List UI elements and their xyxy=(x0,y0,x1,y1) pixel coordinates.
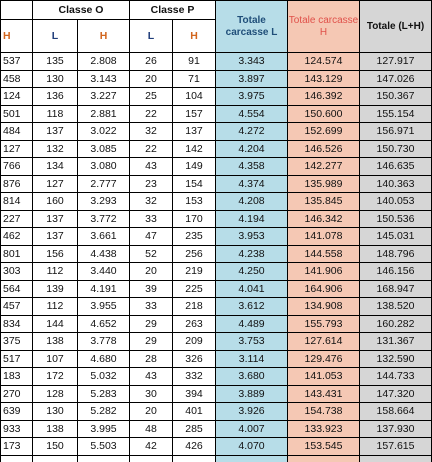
totale-h-cell[interactable]: 143.431 xyxy=(288,385,360,403)
classe-p-h-cell[interactable]: 401 xyxy=(173,403,216,421)
totale-h-cell[interactable]: 142.277 xyxy=(288,158,360,176)
totale-lh-cell[interactable]: 144.733 xyxy=(360,368,432,386)
classe-o-h-cell[interactable]: 3.227 xyxy=(78,88,130,106)
totale-lh-header: Totale (L+H) xyxy=(360,1,432,53)
classe-o-h-cell[interactable]: 3.995 xyxy=(78,420,130,438)
classe-o-l-cell[interactable]: 160 xyxy=(33,193,78,211)
cut-h-cell[interactable]: 462 xyxy=(1,228,33,246)
cut-h-cell[interactable]: 270 xyxy=(1,385,33,403)
totale-h-cell[interactable]: 129.476 xyxy=(288,350,360,368)
classe-p-h-cell[interactable]: 235 xyxy=(173,228,216,246)
table-row xyxy=(1,105,432,123)
table-row xyxy=(1,175,432,193)
totale-lh-cell[interactable]: 160.282 xyxy=(360,315,432,333)
table-row xyxy=(1,298,432,316)
table-row xyxy=(1,158,432,176)
totale-lh-cell[interactable]: 147.320 xyxy=(360,385,432,403)
classe-p-l-cell[interactable]: 47 xyxy=(130,228,173,246)
cut-h-cell[interactable]: 484 xyxy=(1,123,33,141)
classe-p-h-cell[interactable]: 71 xyxy=(173,70,216,88)
classe-p-l-cell[interactable]: 32 xyxy=(130,123,173,141)
classe-p-l-subheader: L xyxy=(130,20,173,53)
table-row xyxy=(1,140,432,158)
table-row xyxy=(1,403,432,421)
totale-lh-cell[interactable]: 138.520 xyxy=(360,298,432,316)
totale-l-cell[interactable]: 3.680 xyxy=(216,368,288,386)
totale-l-cell[interactable]: 3.953 xyxy=(216,228,288,246)
totale-lh-cell[interactable]: 150.367 xyxy=(360,88,432,106)
totale-l-cell[interactable]: 3.975 xyxy=(216,88,288,106)
cut-h-cell[interactable]: 501 xyxy=(1,105,33,123)
classe-p-h-cell[interactable]: 209 xyxy=(173,333,216,351)
classe-p-l-cell[interactable]: 20 xyxy=(130,70,173,88)
cut-h-cell[interactable]: 375 xyxy=(1,333,33,351)
classe-o-l-cell[interactable]: 144 xyxy=(33,315,78,333)
totale-h-cell[interactable]: 134.908 xyxy=(288,298,360,316)
classe-o-l-cell[interactable]: 128 xyxy=(33,385,78,403)
classe-o-h-cell[interactable]: 3.085 xyxy=(78,140,130,158)
table-row-partial xyxy=(1,455,432,462)
totale-lh-cell[interactable]: 145.031 xyxy=(360,228,432,246)
classe-p-l-cell[interactable]: 32 xyxy=(130,193,173,211)
classe-o-h-cell[interactable]: 5.282 xyxy=(78,403,130,421)
totale-h-cell[interactable]: 141.906 xyxy=(288,263,360,281)
totale-h-cell[interactable]: 154.738 xyxy=(288,403,360,421)
totale-h-cell[interactable]: 141.078 xyxy=(288,228,360,246)
classe-o-h-cell[interactable]: 2.808 xyxy=(78,53,130,71)
totale-h-cell[interactable]: 135.845 xyxy=(288,193,360,211)
classe-p-h-cell[interactable]: 285 xyxy=(173,420,216,438)
totale-l-cell[interactable]: 3.889 xyxy=(216,385,288,403)
totale-l-cell[interactable]: 3.897 xyxy=(216,70,288,88)
totale-h-cell[interactable]: 124.574 xyxy=(288,53,360,71)
classe-o-h-cell[interactable]: 5.283 xyxy=(78,385,130,403)
classe-o-l-cell[interactable]: 130 xyxy=(33,70,78,88)
classe-o-l-cell[interactable]: 138 xyxy=(33,420,78,438)
classe-p-h-cell[interactable]: 394 xyxy=(173,385,216,403)
classe-o-l-cell[interactable]: 137 xyxy=(33,123,78,141)
classe-p-h-cell[interactable]: 256 xyxy=(173,245,216,263)
totale-h-cell[interactable]: 146.526 xyxy=(288,140,360,158)
totale-l-cell[interactable]: 4.007 xyxy=(216,420,288,438)
classe-o-h-subheader: H xyxy=(78,20,130,53)
classe-o-h-cell[interactable]: 4.191 xyxy=(78,280,130,298)
classe-p-l-cell[interactable]: 28 xyxy=(130,350,173,368)
classe-o-l-cell[interactable]: 139 xyxy=(33,280,78,298)
totale-lh-cell[interactable]: 131.367 xyxy=(360,333,432,351)
classe-o-l-subheader: L xyxy=(33,20,78,53)
empty-cell xyxy=(33,455,78,462)
cut-h-cell[interactable]: 564 xyxy=(1,280,33,298)
classe-o-header: Classe O xyxy=(33,1,130,20)
classe-o-l-cell[interactable]: 112 xyxy=(33,298,78,316)
classe-o-h-cell[interactable]: 4.680 xyxy=(78,350,130,368)
totale-lh-cell[interactable]: 140.363 xyxy=(360,175,432,193)
classe-p-h-cell[interactable]: 157 xyxy=(173,105,216,123)
classe-o-l-cell[interactable]: 127 xyxy=(33,175,78,193)
table-row xyxy=(1,368,432,386)
classe-p-h-subheader: H xyxy=(173,20,216,53)
classe-p-l-cell[interactable]: 39 xyxy=(130,280,173,298)
cut-h-cell[interactable]: 814 xyxy=(1,193,33,211)
cut-h-cell[interactable]: 537 xyxy=(1,53,33,71)
totale-l-cell[interactable]: 3.926 xyxy=(216,403,288,421)
totale-lh-cell[interactable]: 157.615 xyxy=(360,438,432,456)
classe-p-h-cell[interactable]: 218 xyxy=(173,298,216,316)
classe-o-h-cell[interactable]: 3.022 xyxy=(78,123,130,141)
totale-lh-cell[interactable]: 148.796 xyxy=(360,245,432,263)
classe-o-l-cell[interactable]: 107 xyxy=(33,350,78,368)
cut-h-cell[interactable]: 303 xyxy=(1,263,33,281)
table-row xyxy=(1,385,432,403)
classe-o-l-cell[interactable]: 136 xyxy=(33,88,78,106)
classe-o-l-cell[interactable]: 134 xyxy=(33,158,78,176)
classe-p-h-cell[interactable]: 142 xyxy=(173,140,216,158)
totale-h-cell[interactable]: 150.600 xyxy=(288,105,360,123)
empty-cell xyxy=(216,455,288,462)
totale-h-cell[interactable]: 135.989 xyxy=(288,175,360,193)
classe-p-l-cell[interactable]: 23 xyxy=(130,175,173,193)
table-row xyxy=(1,228,432,246)
cut-h-cell[interactable]: 458 xyxy=(1,70,33,88)
table-row xyxy=(1,53,432,71)
empty-cell xyxy=(130,455,173,462)
totale-l-cell[interactable]: 3.114 xyxy=(216,350,288,368)
classe-o-h-cell[interactable]: 4.438 xyxy=(78,245,130,263)
classe-o-h-cell[interactable]: 3.772 xyxy=(78,210,130,228)
totale-lh-cell[interactable]: 132.590 xyxy=(360,350,432,368)
table-row xyxy=(1,70,432,88)
classe-o-h-cell[interactable]: 3.143 xyxy=(78,70,130,88)
classe-o-l-cell[interactable]: 137 xyxy=(33,210,78,228)
totale-carcasse-l-header: Totale carcasse L xyxy=(216,1,288,53)
totale-l-cell[interactable]: 4.238 xyxy=(216,245,288,263)
table-row xyxy=(1,280,432,298)
classe-o-h-cell[interactable]: 2.777 xyxy=(78,175,130,193)
table-row xyxy=(1,315,432,333)
totale-lh-cell[interactable]: 147.026 xyxy=(360,70,432,88)
table-row xyxy=(1,123,432,141)
empty-cell xyxy=(173,455,216,462)
totale-l-cell[interactable]: 4.194 xyxy=(216,210,288,228)
classe-p-l-cell[interactable]: 33 xyxy=(130,210,173,228)
totale-l-cell[interactable]: 3.612 xyxy=(216,298,288,316)
classe-p-h-cell[interactable]: 225 xyxy=(173,280,216,298)
classe-p-h-cell[interactable]: 154 xyxy=(173,175,216,193)
cut-h-cell[interactable]: 517 xyxy=(1,350,33,368)
classe-p-l-cell[interactable]: 43 xyxy=(130,368,173,386)
group-header-row xyxy=(1,1,432,20)
classe-o-l-cell[interactable]: 135 xyxy=(33,53,78,71)
classe-p-h-cell[interactable]: 219 xyxy=(173,263,216,281)
classe-o-l-cell[interactable]: 132 xyxy=(33,140,78,158)
cut-h-cell[interactable]: 227 xyxy=(1,210,33,228)
classe-p-h-cell[interactable]: 263 xyxy=(173,315,216,333)
totale-l-cell[interactable]: 4.272 xyxy=(216,123,288,141)
totale-lh-cell[interactable]: 137.930 xyxy=(360,420,432,438)
classe-o-h-cell[interactable]: 5.503 xyxy=(78,438,130,456)
cut-h-cell[interactable]: 457 xyxy=(1,298,33,316)
totale-lh-cell[interactable]: 140.053 xyxy=(360,193,432,211)
classe-p-h-cell[interactable]: 332 xyxy=(173,368,216,386)
classe-o-h-cell[interactable]: 3.080 xyxy=(78,158,130,176)
totale-h-cell[interactable]: 144.558 xyxy=(288,245,360,263)
classe-o-h-cell[interactable]: 4.652 xyxy=(78,315,130,333)
cut-h-cell[interactable]: 183 xyxy=(1,368,33,386)
classe-o-l-cell[interactable]: 130 xyxy=(33,403,78,421)
totale-h-cell[interactable]: 141.053 xyxy=(288,368,360,386)
classe-p-l-cell[interactable]: 22 xyxy=(130,105,173,123)
table-row xyxy=(1,350,432,368)
totale-l-cell[interactable]: 4.358 xyxy=(216,158,288,176)
classe-p-l-cell[interactable]: 26 xyxy=(130,53,173,71)
totale-lh-cell[interactable]: 168.947 xyxy=(360,280,432,298)
table-row xyxy=(1,263,432,281)
classe-o-l-cell[interactable]: 150 xyxy=(33,438,78,456)
totale-lh-cell[interactable]: 155.154 xyxy=(360,105,432,123)
totale-h-cell[interactable]: 133.923 xyxy=(288,420,360,438)
totale-l-cell[interactable]: 4.489 xyxy=(216,315,288,333)
cut-h-cell[interactable]: 124 xyxy=(1,88,33,106)
empty-cell xyxy=(78,455,130,462)
classe-p-l-cell[interactable]: 25 xyxy=(130,88,173,106)
totale-h-cell[interactable]: 143.129 xyxy=(288,70,360,88)
classe-o-h-cell[interactable]: 3.778 xyxy=(78,333,130,351)
totale-l-cell[interactable]: 4.208 xyxy=(216,193,288,211)
cut-h-cell[interactable]: 933 xyxy=(1,420,33,438)
classe-o-l-cell[interactable]: 118 xyxy=(33,105,78,123)
classe-p-l-cell[interactable]: 22 xyxy=(130,140,173,158)
classe-o-h-cell[interactable]: 2.881 xyxy=(78,105,130,123)
classe-p-l-cell[interactable]: 43 xyxy=(130,158,173,176)
classe-p-l-cell[interactable]: 30 xyxy=(130,385,173,403)
classe-p-l-cell[interactable]: 42 xyxy=(130,438,173,456)
cut-h-cell[interactable]: 876 xyxy=(1,175,33,193)
table-row xyxy=(1,438,432,456)
classe-o-h-cell[interactable]: 3.661 xyxy=(78,228,130,246)
classe-o-l-cell[interactable]: 138 xyxy=(33,333,78,351)
classe-p-h-cell[interactable]: 326 xyxy=(173,350,216,368)
totale-h-cell[interactable]: 146.342 xyxy=(288,210,360,228)
cut-h-subheader: H xyxy=(1,20,33,53)
totale-lh-cell[interactable]: 156.971 xyxy=(360,123,432,141)
table-row xyxy=(1,210,432,228)
totale-l-cell[interactable]: 3.753 xyxy=(216,333,288,351)
totale-lh-cell[interactable]: 127.917 xyxy=(360,53,432,71)
classe-o-h-cell[interactable]: 3.293 xyxy=(78,193,130,211)
totale-carcasse-h-header: Totale carcasse H xyxy=(288,1,360,53)
totale-l-cell[interactable]: 4.554 xyxy=(216,105,288,123)
totale-lh-cell[interactable]: 158.664 xyxy=(360,403,432,421)
cut-h-cell[interactable]: 766 xyxy=(1,158,33,176)
cut-h-cell[interactable]: 127 xyxy=(1,140,33,158)
empty-cell xyxy=(1,455,33,462)
classe-p-h-cell[interactable]: 170 xyxy=(173,210,216,228)
classe-p-l-cell[interactable]: 29 xyxy=(130,315,173,333)
classe-p-l-cell[interactable]: 52 xyxy=(130,245,173,263)
classe-o-l-cell[interactable]: 156 xyxy=(33,245,78,263)
classe-o-l-cell[interactable]: 137 xyxy=(33,228,78,246)
classe-o-h-cell[interactable]: 5.032 xyxy=(78,368,130,386)
cut-group-header xyxy=(1,1,33,20)
totale-h-cell[interactable]: 146.392 xyxy=(288,88,360,106)
cut-h-cell[interactable]: 801 xyxy=(1,245,33,263)
classe-p-h-cell[interactable]: 426 xyxy=(173,438,216,456)
table-row xyxy=(1,193,432,211)
cut-h-cell[interactable]: 173 xyxy=(1,438,33,456)
totale-h-cell[interactable]: 152.699 xyxy=(288,123,360,141)
classe-p-h-cell[interactable]: 137 xyxy=(173,123,216,141)
totale-h-cell[interactable]: 155.793 xyxy=(288,315,360,333)
cut-h-cell[interactable]: 639 xyxy=(1,403,33,421)
classe-o-l-cell[interactable]: 112 xyxy=(33,263,78,281)
classe-p-l-cell[interactable]: 48 xyxy=(130,420,173,438)
totale-l-cell[interactable]: 4.041 xyxy=(216,280,288,298)
classe-p-h-cell[interactable]: 153 xyxy=(173,193,216,211)
cut-h-cell[interactable]: 834 xyxy=(1,315,33,333)
classe-o-h-cell[interactable]: 3.440 xyxy=(78,263,130,281)
classe-p-h-cell[interactable]: 104 xyxy=(173,88,216,106)
classe-p-l-cell[interactable]: 33 xyxy=(130,298,173,316)
totale-l-cell[interactable]: 3.343 xyxy=(216,53,288,71)
classe-p-h-cell[interactable]: 91 xyxy=(173,53,216,71)
totale-lh-cell[interactable]: 146.156 xyxy=(360,263,432,281)
totale-h-cell[interactable]: 127.614 xyxy=(288,333,360,351)
totale-lh-cell[interactable]: 150.536 xyxy=(360,210,432,228)
empty-cell xyxy=(288,455,360,462)
classe-o-h-cell[interactable]: 3.955 xyxy=(78,298,130,316)
totale-h-cell[interactable]: 164.906 xyxy=(288,280,360,298)
classe-p-l-cell[interactable]: 29 xyxy=(130,333,173,351)
classe-o-l-cell[interactable]: 172 xyxy=(33,368,78,386)
table-row xyxy=(1,333,432,351)
classe-p-l-cell[interactable]: 20 xyxy=(130,403,173,421)
totale-l-cell[interactable]: 4.374 xyxy=(216,175,288,193)
totale-l-cell[interactable]: 4.204 xyxy=(216,140,288,158)
totale-lh-cell[interactable]: 146.635 xyxy=(360,158,432,176)
totale-h-cell[interactable]: 153.545 xyxy=(288,438,360,456)
empty-cell xyxy=(360,455,432,462)
totale-l-cell[interactable]: 4.250 xyxy=(216,263,288,281)
classe-p-header: Classe P xyxy=(130,1,216,20)
classe-p-l-cell[interactable]: 20 xyxy=(130,263,173,281)
totale-lh-cell[interactable]: 150.730 xyxy=(360,140,432,158)
table-row xyxy=(1,245,432,263)
table-body xyxy=(1,53,432,462)
table-row xyxy=(1,88,432,106)
totale-l-cell[interactable]: 4.070 xyxy=(216,438,288,456)
classe-p-h-cell[interactable]: 149 xyxy=(173,158,216,176)
